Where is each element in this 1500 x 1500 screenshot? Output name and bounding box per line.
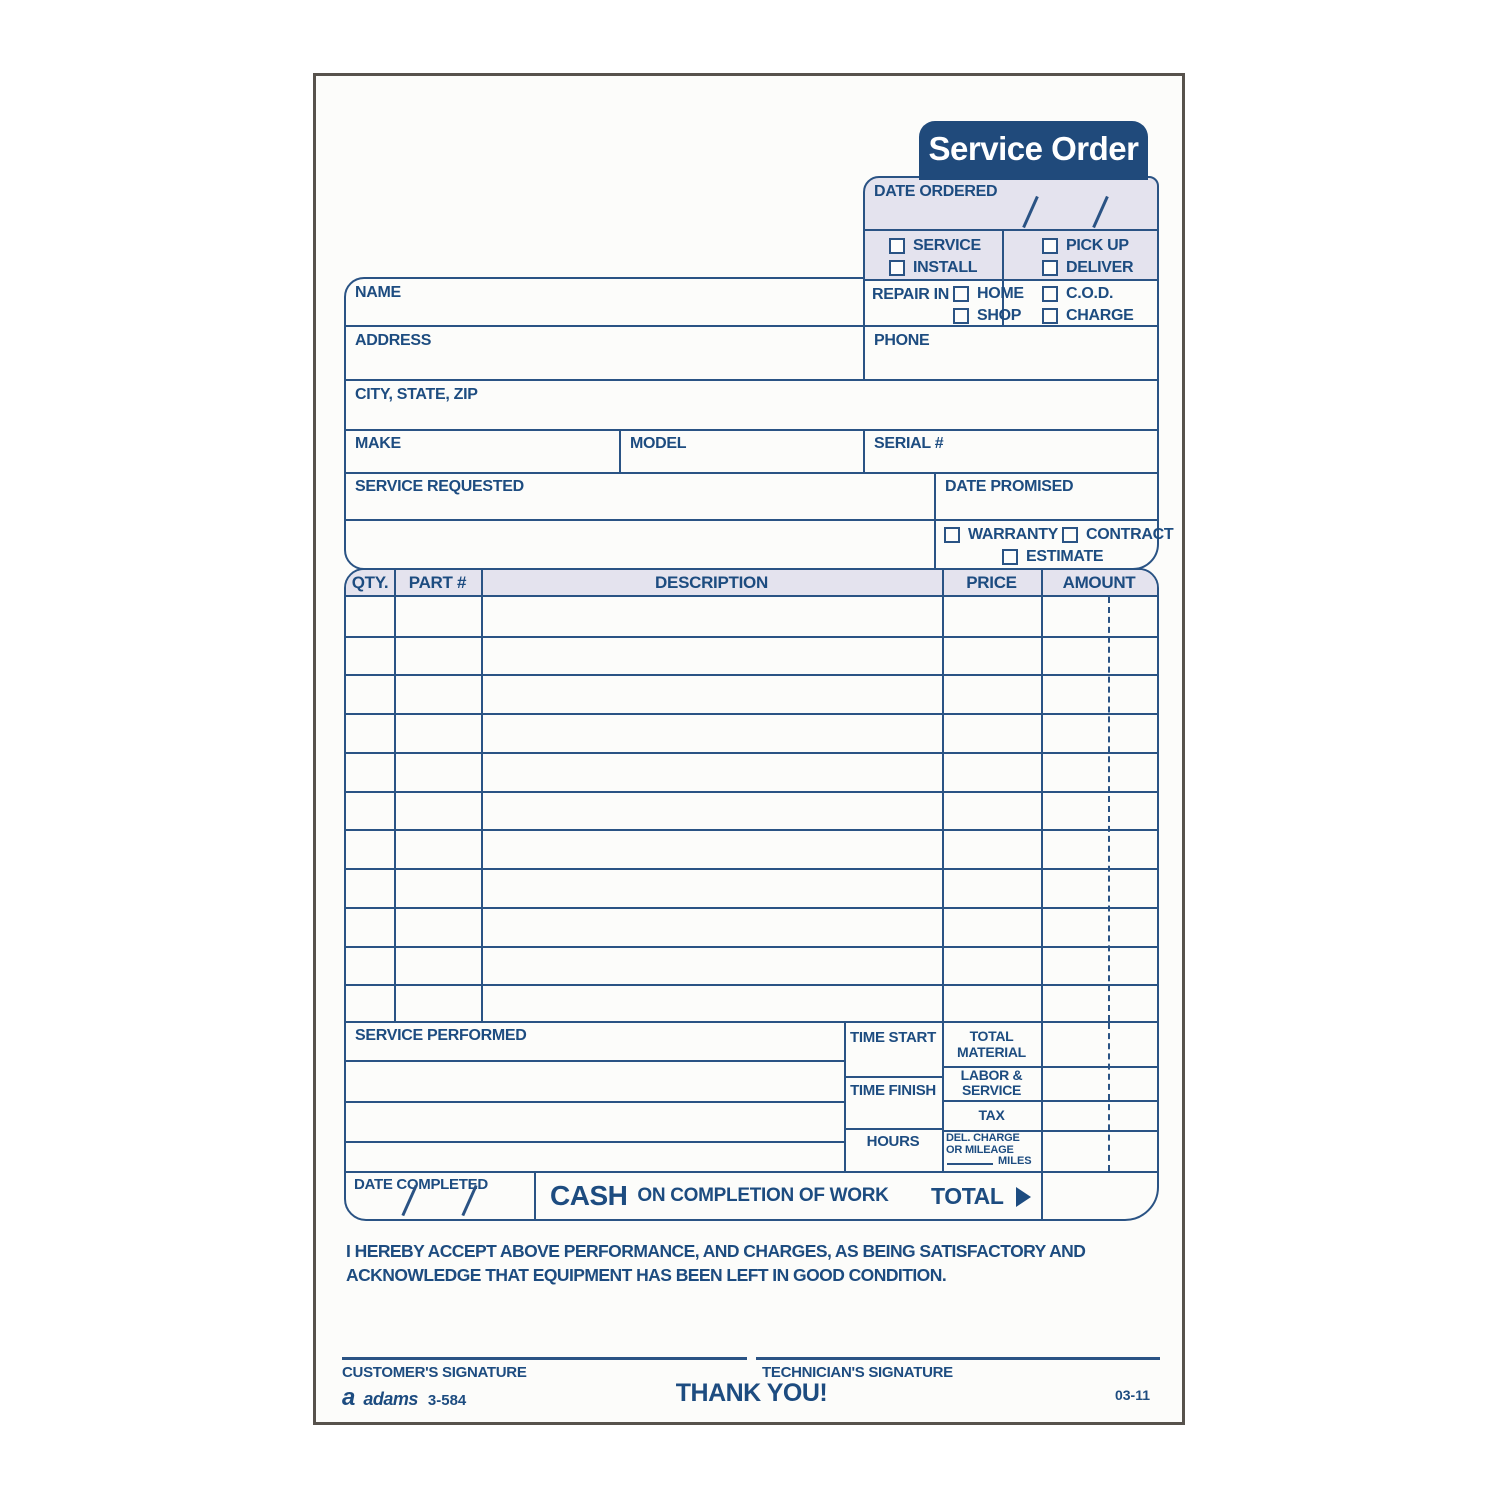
work-summary-section bbox=[344, 1021, 1159, 1173]
adams-logo-icon: a bbox=[342, 1384, 354, 1411]
coverage-row bbox=[344, 519, 1174, 570]
order-type-section bbox=[863, 229, 1159, 281]
time-start-label: TIME START bbox=[850, 1029, 936, 1046]
pickup-checkbox[interactable] bbox=[1042, 238, 1058, 254]
del-charge-label: DEL. CHARGE OR MILEAGE bbox=[946, 1132, 1020, 1157]
customer-signature-label: CUSTOMER'S SIGNATURE bbox=[342, 1364, 527, 1381]
qty-header: QTY. bbox=[351, 573, 389, 592]
divider bbox=[934, 521, 936, 568]
warranty-label: WARRANTY bbox=[968, 526, 1059, 543]
total-material-label: TOTAL MATERIAL bbox=[957, 1028, 1026, 1060]
divider bbox=[619, 431, 621, 472]
divider bbox=[534, 1173, 536, 1219]
tax-amount-cell[interactable] bbox=[1043, 1100, 1157, 1130]
city-state-zip-field[interactable] bbox=[344, 379, 1159, 431]
date-completed-label: DATE COMPLETED bbox=[354, 1176, 488, 1193]
description-header: DESCRIPTION bbox=[655, 573, 768, 592]
writing-line bbox=[346, 1141, 844, 1143]
date-slash bbox=[1022, 196, 1039, 228]
cash-on-completion bbox=[550, 1173, 889, 1219]
item-row-divider bbox=[346, 713, 1157, 715]
time-finish-label: TIME FINISH bbox=[850, 1082, 936, 1099]
home-checkbox[interactable] bbox=[953, 286, 969, 302]
revision-code: 03-11 bbox=[1114, 1387, 1150, 1403]
serial-label: SERIAL # bbox=[874, 435, 944, 452]
pickup-label: PICK UP bbox=[1066, 237, 1129, 254]
shop-checkbox[interactable] bbox=[953, 308, 969, 324]
pickup-option[interactable] bbox=[1042, 237, 1129, 255]
shop-label: SHOP bbox=[977, 307, 1022, 324]
repair-in-section bbox=[863, 279, 1159, 327]
acceptance-disclaimer: I HEREBY ACCEPT ABOVE PERFORMANCE, AND CHARGES, AS BEING SATISFACTORY AND ACKNOWLEDGE THAT EQUIPMENT HAS BEEN LEFT IN GOOD CONDITION. bbox=[346, 1241, 1086, 1286]
thank-you-text: THANK YOU! bbox=[675, 1379, 828, 1407]
cash-label: CASH bbox=[550, 1180, 628, 1211]
item-row-divider bbox=[346, 636, 1157, 638]
miles-label: MILES bbox=[998, 1155, 1032, 1167]
equipment-row bbox=[344, 429, 1159, 474]
repair-in-label: REPAIR IN bbox=[872, 286, 950, 303]
phone-field[interactable] bbox=[863, 325, 1159, 381]
charge-checkbox[interactable] bbox=[1042, 308, 1058, 324]
divider bbox=[1002, 231, 1004, 279]
item-row-divider bbox=[346, 907, 1157, 909]
charge-option[interactable] bbox=[1042, 307, 1134, 325]
cod-label: C.O.D. bbox=[1066, 285, 1114, 302]
service-performed-label: SERVICE PERFORMED bbox=[355, 1027, 527, 1044]
part-header: PART # bbox=[408, 573, 467, 592]
technician-signature-label: TECHNICIAN'S SIGNATURE bbox=[762, 1364, 953, 1381]
cod-checkbox[interactable] bbox=[1042, 286, 1058, 302]
technician-signature-line[interactable] bbox=[756, 1357, 1160, 1360]
warranty-checkbox[interactable] bbox=[944, 527, 960, 543]
make-label: MAKE bbox=[355, 435, 401, 452]
amount-header: AMOUNT bbox=[1062, 573, 1136, 592]
charge-label: CHARGE bbox=[1066, 307, 1134, 324]
estimate-option[interactable] bbox=[1002, 548, 1103, 566]
name-field[interactable] bbox=[344, 277, 865, 327]
address-label: ADDRESS bbox=[355, 332, 432, 349]
items-table-rows[interactable] bbox=[346, 597, 1157, 1021]
install-option[interactable] bbox=[889, 259, 977, 277]
address-field[interactable] bbox=[344, 325, 865, 381]
total-amount-cell[interactable] bbox=[1043, 1173, 1157, 1219]
tax-label: TAX bbox=[978, 1107, 1005, 1123]
total-label: TOTAL bbox=[931, 1183, 1004, 1209]
name-label: NAME bbox=[355, 284, 401, 301]
item-row-divider bbox=[346, 984, 1157, 986]
writing-line bbox=[346, 1060, 844, 1062]
repair-home-option[interactable] bbox=[953, 285, 1024, 303]
divider bbox=[844, 1128, 942, 1130]
divider bbox=[844, 1076, 942, 1078]
date-ordered-label: DATE ORDERED bbox=[874, 183, 998, 200]
service-option[interactable] bbox=[889, 237, 981, 255]
contract-option[interactable] bbox=[1062, 526, 1173, 544]
estimate-label: ESTIMATE bbox=[1026, 548, 1104, 565]
total-label-group bbox=[931, 1183, 1031, 1210]
miles-write-line[interactable] bbox=[947, 1151, 993, 1165]
date-promised-label: DATE PROMISED bbox=[945, 478, 1074, 495]
service-order-form-page bbox=[313, 73, 1185, 1425]
items-table bbox=[344, 568, 1159, 1023]
date-ordered-field[interactable] bbox=[863, 176, 1159, 231]
item-row-divider bbox=[346, 868, 1157, 870]
repair-shop-option[interactable] bbox=[953, 307, 1021, 325]
cash-rest-label: ON COMPLETION OF WORK bbox=[637, 1185, 889, 1206]
cod-option[interactable] bbox=[1042, 285, 1113, 303]
item-row-divider bbox=[346, 752, 1157, 754]
estimate-checkbox[interactable] bbox=[1002, 549, 1018, 565]
price-header: PRICE bbox=[966, 573, 1017, 592]
writing-line bbox=[346, 1101, 844, 1103]
date-slash bbox=[1092, 196, 1109, 228]
labor-service-amount-cell[interactable] bbox=[1043, 1066, 1157, 1100]
home-label: HOME bbox=[977, 285, 1024, 302]
install-checkbox[interactable] bbox=[889, 260, 905, 276]
install-label: INSTALL bbox=[913, 259, 978, 276]
phone-label: PHONE bbox=[874, 332, 930, 349]
service-requested-label: SERVICE REQUESTED bbox=[355, 478, 524, 495]
form-title-banner bbox=[919, 121, 1148, 180]
total-material-amount-cell[interactable] bbox=[1043, 1023, 1157, 1066]
service-checkbox[interactable] bbox=[889, 238, 905, 254]
item-row-divider bbox=[346, 674, 1157, 676]
service-requested-row[interactable] bbox=[344, 472, 1159, 521]
deliver-option[interactable] bbox=[1042, 259, 1133, 277]
deliver-checkbox[interactable] bbox=[1042, 260, 1058, 276]
form-number: 3-584 bbox=[427, 1392, 467, 1409]
items-table-header bbox=[346, 570, 1157, 595]
model-label: MODEL bbox=[630, 435, 687, 452]
item-row-divider bbox=[346, 829, 1157, 831]
divider bbox=[863, 431, 865, 472]
item-row-divider bbox=[346, 946, 1157, 948]
labor-service-label: LABOR & SERVICE bbox=[960, 1066, 1023, 1098]
item-row-divider bbox=[346, 791, 1157, 793]
city-state-zip-label: CITY, STATE, ZIP bbox=[355, 386, 478, 403]
brand-name: adams bbox=[363, 1389, 418, 1409]
service-label: SERVICE bbox=[913, 237, 981, 254]
warranty-option[interactable] bbox=[944, 526, 1058, 544]
deliver-label: DELIVER bbox=[1066, 259, 1134, 276]
del-charge-amount-cell[interactable] bbox=[1043, 1130, 1157, 1171]
hours-label: HOURS bbox=[866, 1133, 920, 1150]
total-row bbox=[344, 1171, 1159, 1221]
divider bbox=[934, 474, 936, 519]
customer-signature-line[interactable] bbox=[342, 1357, 747, 1360]
form-title: Service Order bbox=[928, 130, 1139, 167]
contract-label: CONTRACT bbox=[1086, 526, 1174, 543]
total-arrow-icon bbox=[1016, 1187, 1031, 1207]
contract-checkbox[interactable] bbox=[1062, 527, 1078, 543]
